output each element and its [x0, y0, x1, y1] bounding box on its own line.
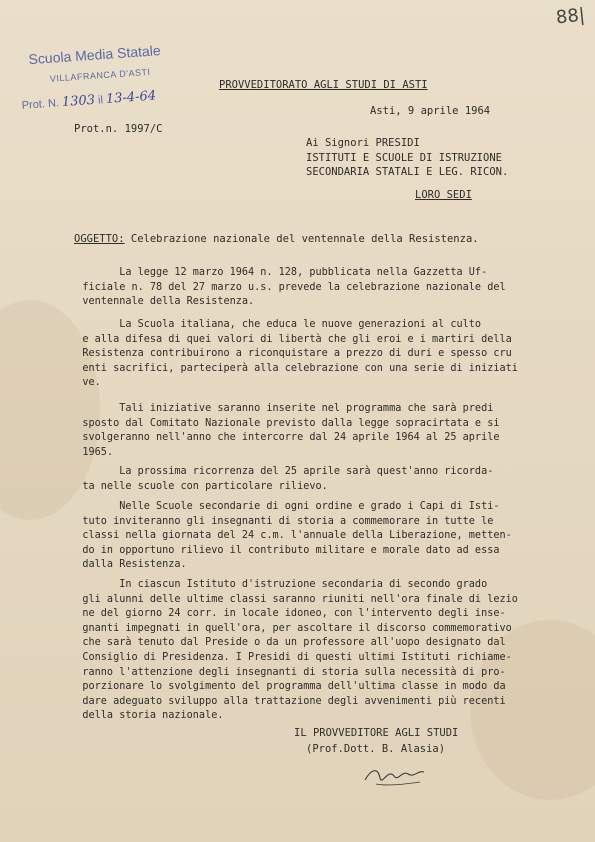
- stamp-prot-sep: il: [97, 94, 104, 107]
- stamp-prot-label: Prot. N.: [21, 97, 60, 112]
- school-stamp: [18, 40, 198, 127]
- protocol-number: Prot.n. 1997/C: [74, 123, 163, 135]
- signatory-name: (Prof.Dott. B. Alasia): [306, 743, 446, 755]
- subject-text: Celebrazione nazionale del ventennale della Resistenza.: [124, 233, 479, 245]
- recipient-line: ISTITUTI E SCUOLE DI ISTRUZIONE: [306, 151, 502, 164]
- body-paragraph: La legge 12 marzo 1964 n. 128, pubblicata nella Gazzetta Uf- ficiale n. 78 del 27 marzo u.s. prevede la celebrazione nazionale del ventennale della Resistenza.: [82, 267, 506, 308]
- corner-handwritten-note: 88|: [555, 4, 587, 29]
- recipient-line: Ai Signori PRESIDI: [306, 137, 420, 149]
- recipient-line: SECONDARIA STATALI E LEG. RICON.: [306, 166, 509, 178]
- handwritten-signature: [360, 760, 430, 790]
- office-header: PROVVEDITORATO AGLI STUDI DI ASTI: [219, 79, 428, 91]
- recipients-block: [306, 136, 508, 180]
- body-paragraph: Nelle Scuole secondarie di ogni ordine e grado i Capi di Isti- tuto inviteranno gli insegnanti di storia a commemorare in tutte le classi nella giornata del 24 c.m. l'annuale della Liberazione, metten- do in opportuno rilievo il contributo militare e morale dato ad essa dalla Resistenza.: [82, 501, 512, 571]
- body-paragraph: La prossima ricorrenza del 25 aprile sarà quest'anno ricorda- ta nelle scuole con particolare rilievo.: [82, 466, 494, 492]
- subject-line: [74, 232, 479, 247]
- body-paragraph: Tali iniziative saranno inserite nel programma che sarà predi sposto dal Comitato Nazionale previsto dalla legge sopracirtata e si svolgeranno nell'anno che intercorre dal 24 aprile 1964 al 25 aprile 1965.: [82, 403, 500, 458]
- letter-date: Asti, 9 aprile 1964: [370, 105, 491, 117]
- stamp-prot-number: 1303: [61, 92, 96, 111]
- stamp-protocol-line: [21, 88, 156, 112]
- stamp-prot-date: 13-4-64: [105, 88, 157, 107]
- recipients-place: LORO SEDI: [415, 189, 472, 201]
- body-paragraph: La Scuola italiana, che educa le nuove generazioni al culto e alla difesa di quei valori di libertà che gli eroi e i martiri della Resistenza contribuirono a riconquistare a prezzo di duri e spesso cru enti sacrifici, parteciperà alla celebrazione con una serie di iniziati ve.: [82, 319, 518, 389]
- subject-label: OGGETTO:: [74, 233, 125, 245]
- stamp-town: VILLAFRANCA D'ASTI: [49, 66, 151, 84]
- stamp-school-name: Scuola Media Statale: [27, 42, 162, 68]
- signatory-title: IL PROVVEDITORE AGLI STUDI: [294, 727, 459, 739]
- body-paragraph: In ciascun Istituto d'istruzione secondaria di secondo grado gli alunni delle ultime classi saranno riuniti nell'ora finale di lezio ne del giorno 24 corr. in locale idoneo, con l'intervento degli inse- gnanti impegnati in quell'ora, per ascoltare il discorso commemorativo che sarà tenuto dal Preside o da un professore all'uopo designato dal Consiglio di Presidenza. I Presidi di questi ultimi Istituti richiame- ranno l'attenzione degli insegnanti di storia sulla necessità di pro- porzionare lo svolgimento del programma dell'ultima classe in modo da dare adeguato sviluppo alla trattazione degli avvenimenti più recenti della storia nazionale.: [82, 579, 518, 722]
